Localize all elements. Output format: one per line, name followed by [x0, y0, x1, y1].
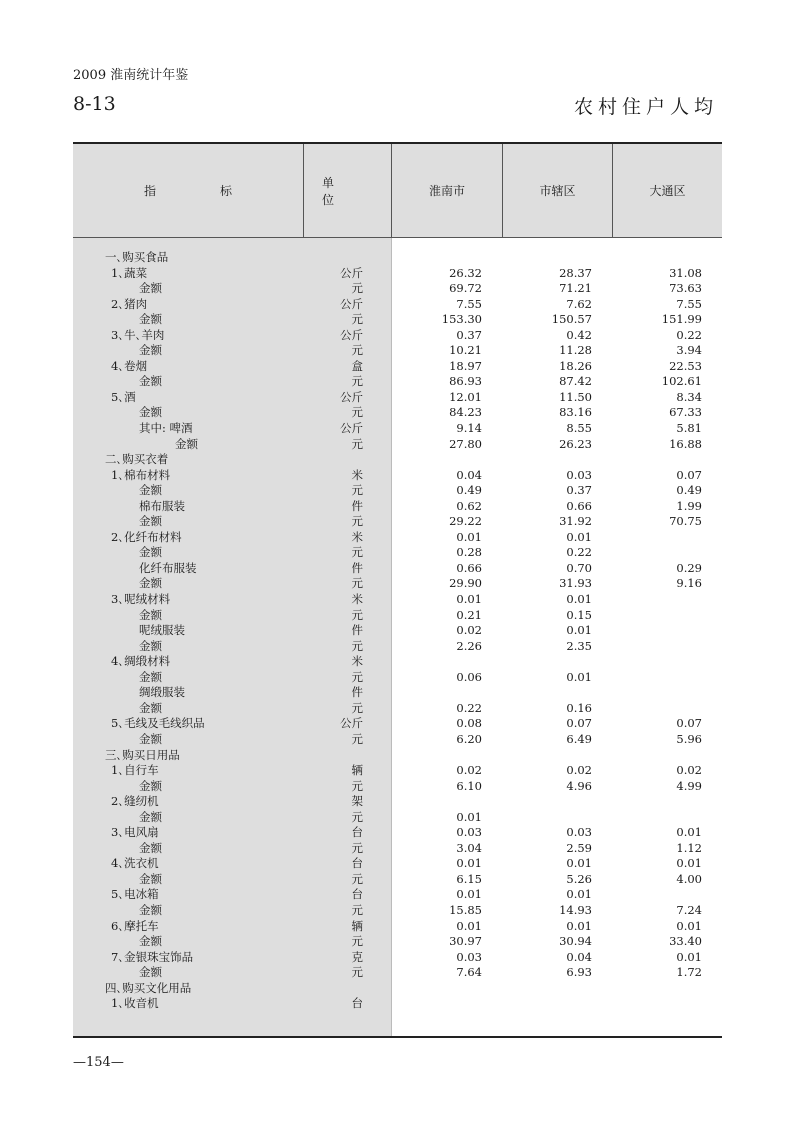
- table-row: [73, 841, 722, 857]
- row-label: 绸缎服装: [139, 685, 185, 700]
- row-label: 二､购买衣着: [105, 452, 169, 467]
- value-huainan-city: 7.55: [456, 296, 482, 311]
- value-datong-district: 1.72: [676, 965, 702, 980]
- row-unit: 元: [351, 405, 363, 420]
- row-unit: 台: [351, 996, 363, 1011]
- value-huainan-city: 18.97: [449, 358, 482, 373]
- value-huainan-city: 27.80: [449, 436, 482, 451]
- value-datong-district: 0.22: [676, 327, 702, 342]
- value-datong-district: 8.34: [676, 389, 702, 404]
- value-datong-district: 67.33: [669, 405, 702, 420]
- value-datong-district: 0.01: [676, 825, 702, 840]
- value-urban-districts: 2.35: [566, 638, 592, 653]
- table-row: [73, 437, 722, 453]
- table-row: [73, 514, 722, 530]
- value-datong-district: 0.02: [676, 763, 702, 778]
- value-huainan-city: 0.04: [456, 467, 482, 482]
- value-urban-districts: 0.01: [566, 669, 592, 684]
- row-label: 金额: [139, 374, 162, 389]
- value-huainan-city: 0.01: [456, 887, 482, 902]
- table-title: 农村住户人均: [573, 96, 718, 118]
- value-urban-districts: 0.07: [566, 716, 592, 731]
- table-row: [73, 483, 722, 499]
- table-row: [73, 390, 722, 406]
- table-row: [73, 903, 722, 919]
- value-huainan-city: 0.02: [456, 763, 482, 778]
- value-urban-districts: 0.03: [566, 467, 592, 482]
- row-label: 5､电冰箱: [111, 887, 159, 902]
- row-label: 4､洗衣机: [111, 856, 159, 871]
- value-datong-district: 102.61: [661, 374, 702, 389]
- value-datong-district: 1.99: [676, 498, 702, 513]
- row-unit: 元: [351, 638, 363, 653]
- row-label: 金额: [139, 809, 162, 824]
- row-label: 金额: [139, 281, 162, 296]
- row-unit: 元: [351, 778, 363, 793]
- table-row: [73, 732, 722, 748]
- row-label: 4､卷烟: [111, 358, 148, 373]
- value-huainan-city: 0.21: [456, 607, 482, 622]
- table-row: [73, 670, 722, 686]
- header-indicator: 指 标: [143, 184, 258, 198]
- row-label: 金额: [139, 638, 162, 653]
- row-label: 金额: [139, 871, 162, 886]
- value-datong-district: 4.99: [676, 778, 702, 793]
- value-urban-districts: 0.22: [566, 545, 592, 560]
- value-datong-district: 3.94: [676, 343, 702, 358]
- table-row: [73, 887, 722, 903]
- value-huainan-city: 84.23: [449, 405, 482, 420]
- value-urban-districts: 30.94: [559, 934, 592, 949]
- value-datong-district: 0.01: [676, 856, 702, 871]
- row-unit: 盒: [351, 358, 363, 373]
- table-row: [73, 545, 722, 561]
- value-huainan-city: 15.85: [449, 902, 482, 917]
- table-row: [73, 421, 722, 437]
- value-huainan-city: 0.49: [456, 483, 482, 498]
- row-unit: 元: [351, 902, 363, 917]
- value-urban-districts: 0.42: [566, 327, 592, 342]
- row-label: 1､自行车: [111, 763, 159, 778]
- value-huainan-city: 0.03: [456, 949, 482, 964]
- value-urban-districts: 0.01: [566, 918, 592, 933]
- row-label: 金额: [139, 514, 162, 529]
- table-bottom-rule: [73, 1036, 722, 1038]
- row-label: 1､蔬菜: [111, 265, 148, 280]
- value-datong-district: 7.24: [676, 902, 702, 917]
- value-datong-district: 0.01: [676, 949, 702, 964]
- header-divider: [73, 237, 722, 238]
- value-urban-districts: 0.15: [566, 607, 592, 622]
- value-urban-districts: 0.37: [566, 483, 592, 498]
- table-row: [73, 965, 722, 981]
- row-label: 金额: [175, 436, 198, 451]
- value-huainan-city: 29.22: [449, 514, 482, 529]
- value-datong-district: 33.40: [669, 934, 702, 949]
- table-row: [73, 343, 722, 359]
- value-datong-district: 73.63: [669, 281, 702, 296]
- value-huainan-city: 0.62: [456, 498, 482, 513]
- row-label: 4､绸缎材料: [111, 654, 171, 669]
- value-urban-districts: 28.37: [559, 265, 592, 280]
- value-urban-districts: 0.02: [566, 763, 592, 778]
- value-urban-districts: 18.26: [559, 358, 592, 373]
- value-huainan-city: 29.90: [449, 576, 482, 591]
- value-huainan-city: 0.66: [456, 560, 482, 575]
- row-unit: 元: [351, 281, 363, 296]
- row-unit: 元: [351, 871, 363, 886]
- value-datong-district: 16.88: [669, 436, 702, 451]
- row-unit: 元: [351, 840, 363, 855]
- value-huainan-city: 0.01: [456, 529, 482, 544]
- table-row: [73, 794, 722, 810]
- row-label: 化纤布服装: [139, 560, 197, 575]
- row-label: 金额: [139, 483, 162, 498]
- table-row: [73, 996, 722, 1012]
- table-row: [73, 374, 722, 390]
- table-row: [73, 623, 722, 639]
- value-urban-districts: 14.93: [559, 902, 592, 917]
- value-urban-districts: 5.26: [566, 871, 592, 886]
- value-urban-districts: 0.66: [566, 498, 592, 513]
- row-label: 5､酒: [111, 389, 136, 404]
- value-urban-districts: 6.93: [566, 965, 592, 980]
- value-datong-district: 7.55: [676, 296, 702, 311]
- row-unit: 元: [351, 700, 363, 715]
- table-row: [73, 328, 722, 344]
- value-huainan-city: 6.15: [456, 871, 482, 886]
- table-row: [73, 359, 722, 375]
- row-label: 金额: [139, 343, 162, 358]
- value-urban-districts: 0.16: [566, 700, 592, 715]
- value-urban-districts: 83.16: [559, 405, 592, 420]
- row-label: 5､毛线及毛线织品: [111, 716, 205, 731]
- value-datong-district: 151.99: [661, 312, 702, 327]
- value-huainan-city: 0.37: [456, 327, 482, 342]
- row-unit: 件: [351, 623, 363, 638]
- row-label: 2､缝纫机: [111, 794, 159, 809]
- value-huainan-city: 30.97: [449, 934, 482, 949]
- value-datong-district: 70.75: [669, 514, 702, 529]
- table-row: [73, 405, 722, 421]
- row-label: 金额: [139, 731, 162, 746]
- row-label: 6､摩托车: [111, 918, 159, 933]
- value-urban-districts: 8.55: [566, 421, 592, 436]
- value-huainan-city: 0.01: [456, 856, 482, 871]
- row-label: 3､牛､羊肉: [111, 327, 165, 342]
- row-unit: 元: [351, 312, 363, 327]
- row-unit: 公斤: [340, 389, 363, 404]
- row-label: 四､购买文化用品: [105, 980, 192, 995]
- value-urban-districts: 11.28: [559, 343, 592, 358]
- value-datong-district: 5.81: [676, 421, 702, 436]
- row-unit: 元: [351, 731, 363, 746]
- value-huainan-city: 0.22: [456, 700, 482, 715]
- value-datong-district: 1.12: [676, 840, 702, 855]
- value-datong-district: 0.49: [676, 483, 702, 498]
- value-huainan-city: 26.32: [449, 265, 482, 280]
- table-row: [73, 561, 722, 577]
- table-row: [73, 452, 722, 468]
- value-huainan-city: 0.01: [456, 809, 482, 824]
- table-row: [73, 654, 722, 670]
- value-urban-districts: 0.01: [566, 623, 592, 638]
- row-unit: 元: [351, 545, 363, 560]
- row-unit: 元: [351, 514, 363, 529]
- value-huainan-city: 7.64: [456, 965, 482, 980]
- value-huainan-city: 3.04: [456, 840, 482, 855]
- row-label: 金额: [139, 965, 162, 980]
- table-row: [73, 701, 722, 717]
- row-unit: 米: [351, 467, 363, 482]
- row-unit: 元: [351, 576, 363, 591]
- value-huainan-city: 0.06: [456, 669, 482, 684]
- value-datong-district: 0.29: [676, 560, 702, 575]
- row-unit: 元: [351, 934, 363, 949]
- row-label: 金额: [139, 576, 162, 591]
- row-label: 金额: [139, 902, 162, 917]
- row-label: 金额: [139, 405, 162, 420]
- row-label: 金额: [139, 840, 162, 855]
- table-row: [73, 872, 722, 888]
- value-urban-districts: 0.01: [566, 887, 592, 902]
- value-urban-districts: 87.42: [559, 374, 592, 389]
- row-unit: 元: [351, 809, 363, 824]
- row-unit: 米: [351, 654, 363, 669]
- table-row: [73, 825, 722, 841]
- table-row: [73, 779, 722, 795]
- row-unit: 台: [351, 825, 363, 840]
- row-unit: 米: [351, 592, 363, 607]
- row-label: 金额: [139, 700, 162, 715]
- row-label: 2､猪肉: [111, 296, 148, 311]
- row-unit: 克: [351, 949, 363, 964]
- table-row: [73, 312, 722, 328]
- value-urban-districts: 150.57: [551, 312, 592, 327]
- row-unit: 公斤: [340, 327, 363, 342]
- row-unit: 公斤: [340, 421, 363, 436]
- table-row: [73, 499, 722, 515]
- table-row: [73, 685, 722, 701]
- row-unit: 米: [351, 529, 363, 544]
- header-datong-district: 大通区: [649, 184, 686, 198]
- value-urban-districts: 71.21: [559, 281, 592, 296]
- value-urban-districts: 0.01: [566, 856, 592, 871]
- table-row: [73, 297, 722, 313]
- value-huainan-city: 2.26: [456, 638, 482, 653]
- row-label: 1､收音机: [111, 996, 159, 1011]
- row-label: 其中: 啤酒: [139, 421, 193, 436]
- value-huainan-city: 0.01: [456, 592, 482, 607]
- value-datong-district: 31.08: [669, 265, 702, 280]
- row-unit: 元: [351, 436, 363, 451]
- row-unit: 件: [351, 498, 363, 513]
- row-label: 3､呢绒材料: [111, 592, 171, 607]
- row-label: 呢绒服装: [139, 623, 185, 638]
- value-datong-district: 22.53: [669, 358, 702, 373]
- value-huainan-city: 0.28: [456, 545, 482, 560]
- table-row: [73, 576, 722, 592]
- value-huainan-city: 6.20: [456, 731, 482, 746]
- row-unit: 公斤: [340, 716, 363, 731]
- row-unit: 台: [351, 887, 363, 902]
- value-urban-districts: 0.04: [566, 949, 592, 964]
- table-row: [73, 810, 722, 826]
- row-unit: 元: [351, 669, 363, 684]
- value-huainan-city: 10.21: [449, 343, 482, 358]
- value-huainan-city: 12.01: [449, 389, 482, 404]
- value-datong-district: 9.16: [676, 576, 702, 591]
- value-urban-districts: 11.50: [559, 389, 592, 404]
- table-number: 8-13: [73, 93, 116, 115]
- page-number: —154—: [73, 1055, 124, 1070]
- table-row: [73, 919, 722, 935]
- row-unit: 元: [351, 607, 363, 622]
- table-row: [73, 856, 722, 872]
- table-body: [73, 250, 722, 1012]
- value-urban-districts: 6.49: [566, 731, 592, 746]
- row-label: 金额: [139, 607, 162, 622]
- row-unit: 元: [351, 343, 363, 358]
- value-huainan-city: 153.30: [441, 312, 482, 327]
- row-label: 金额: [139, 934, 162, 949]
- table-row: [73, 763, 722, 779]
- table-row: [73, 950, 722, 966]
- value-huainan-city: 0.03: [456, 825, 482, 840]
- book-title: 2009 淮南统计年鉴: [73, 68, 189, 83]
- row-label: 1､棉布材料: [111, 467, 171, 482]
- row-unit: 元: [351, 374, 363, 389]
- value-urban-districts: 0.70: [566, 560, 592, 575]
- row-unit: 公斤: [340, 265, 363, 280]
- header-unit: 单 位: [322, 175, 383, 207]
- row-label: 一､购买食品: [105, 250, 169, 264]
- value-urban-districts: 0.03: [566, 825, 592, 840]
- row-unit: 元: [351, 483, 363, 498]
- value-datong-district: 4.00: [676, 871, 702, 886]
- row-label: 7､金银珠宝饰品: [111, 949, 194, 964]
- value-huainan-city: 0.02: [456, 623, 482, 638]
- value-huainan-city: 0.01: [456, 918, 482, 933]
- row-unit: 件: [351, 685, 363, 700]
- table-row: [73, 748, 722, 764]
- header-huainan-city: 淮南市: [428, 184, 465, 198]
- value-urban-districts: 31.92: [559, 514, 592, 529]
- value-datong-district: 0.01: [676, 918, 702, 933]
- row-unit: 元: [351, 965, 363, 980]
- header-urban-districts: 市辖区: [539, 184, 576, 198]
- table-row: [73, 608, 722, 624]
- table-row: [73, 530, 722, 546]
- value-huainan-city: 6.10: [456, 778, 482, 793]
- row-label: 金额: [139, 545, 162, 560]
- value-huainan-city: 69.72: [449, 281, 482, 296]
- row-label: 三､购买日用品: [105, 747, 180, 762]
- value-urban-districts: 4.96: [566, 778, 592, 793]
- value-datong-district: 0.07: [676, 467, 702, 482]
- value-huainan-city: 0.08: [456, 716, 482, 731]
- value-urban-districts: 2.59: [566, 840, 592, 855]
- table-row: [73, 981, 722, 997]
- value-urban-districts: 31.93: [559, 576, 592, 591]
- value-urban-districts: 7.62: [566, 296, 592, 311]
- row-unit: 辆: [351, 918, 363, 933]
- value-urban-districts: 0.01: [566, 592, 592, 607]
- table-row: [73, 639, 722, 655]
- value-huainan-city: 86.93: [449, 374, 482, 389]
- row-label: 2､化纤布材料: [111, 529, 182, 544]
- table-row: [73, 281, 722, 297]
- value-huainan-city: 9.14: [456, 421, 482, 436]
- row-unit: 台: [351, 856, 363, 871]
- row-label: 金额: [139, 669, 162, 684]
- row-unit: 件: [351, 560, 363, 575]
- row-label: 金额: [139, 778, 162, 793]
- row-label: 棉布服装: [139, 498, 185, 513]
- row-label: 金额: [139, 312, 162, 327]
- row-unit: 架: [351, 794, 363, 809]
- row-unit: 公斤: [340, 296, 363, 311]
- value-datong-district: 0.07: [676, 716, 702, 731]
- value-urban-districts: 26.23: [559, 436, 592, 451]
- value-datong-district: 5.96: [676, 731, 702, 746]
- row-unit: 辆: [351, 763, 363, 778]
- table-row: [73, 716, 722, 732]
- table-row: [73, 934, 722, 950]
- value-urban-districts: 0.01: [566, 529, 592, 544]
- row-label: 3､电风扇: [111, 825, 159, 840]
- table-row: [73, 468, 722, 484]
- table-row: [73, 266, 722, 282]
- table-row: [73, 250, 722, 266]
- table-row: [73, 592, 722, 608]
